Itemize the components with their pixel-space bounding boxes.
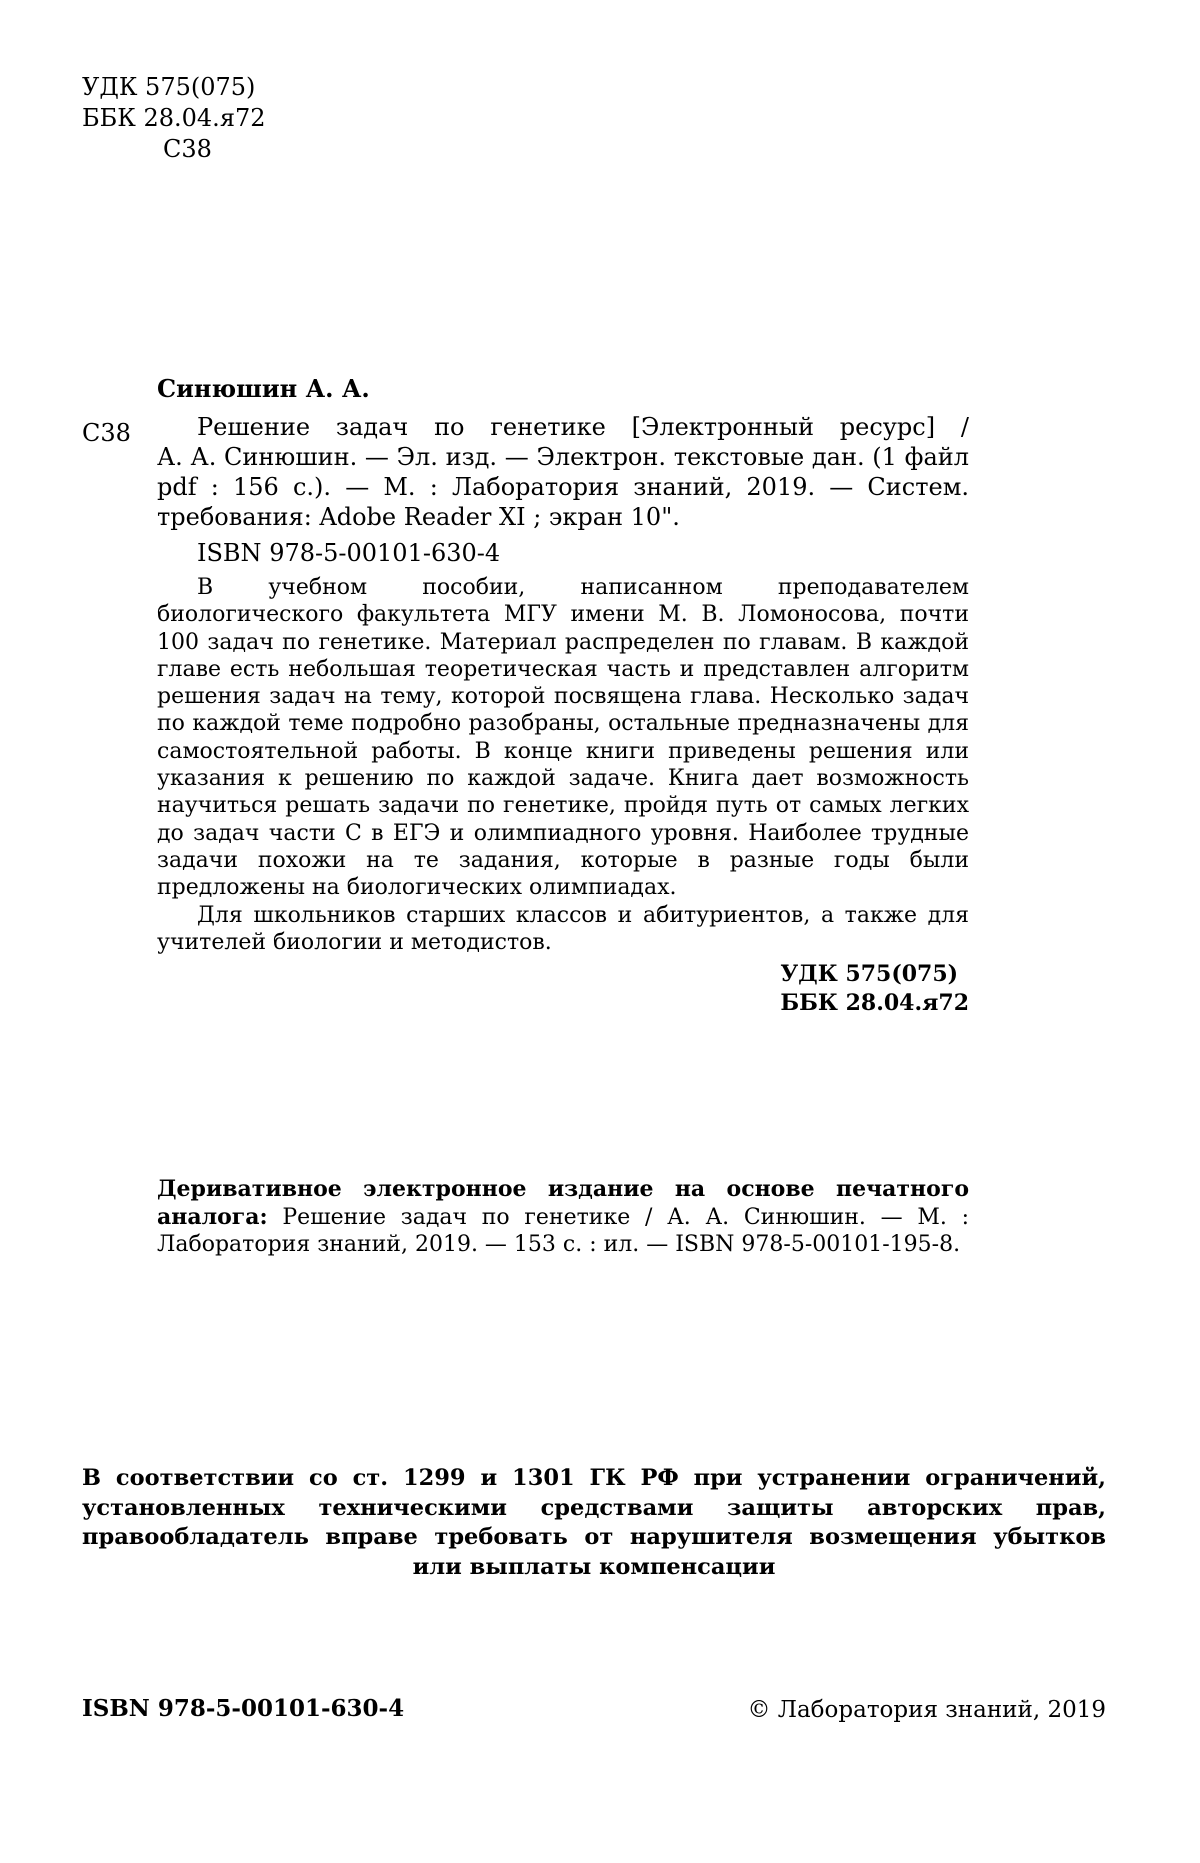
card-isbn: ISBN 978-5-00101-630-4 <box>197 539 501 567</box>
derivative-details: Решение задач по генетике / А. А. Синюшин. — М. : Лаборатория знаний, 2019. — 153 с. : ил. — ISBN 978-5-00101-195-8. <box>157 1204 969 1258</box>
legal-notice: В соответствии со ст. 1299 и 1301 ГК РФ при устранении ограничений, установленных техническими средствами защиты авторских прав, правообладатель вправе требовать от нарушителя возмещения убытков или выплаты компенсации <box>82 1465 1106 1580</box>
derivative-lead: Деривативное электронное издание на основе печатного аналога: <box>157 1176 969 1230</box>
entry-details: А. А. Синюшин. — Эл. изд. — Электрон. текстовые дан. (1 файл pdf : 156 с.). — М. : Лаборатория знаний, 2019. — Систем. требования: Adobe Reader XI ; экран 10". <box>157 443 969 531</box>
annotation-audience: Для школьников старших классов и абитуриентов, а также для учителей биологии и методистов. <box>157 902 969 955</box>
entry-title-line: Решение задач по генетике [Электронный ресурс] / <box>197 413 969 441</box>
card-udk-code: УДК 575(075) <box>780 961 959 988</box>
catalog-card <box>82 374 969 1018</box>
derivative-edition-note <box>157 1176 969 1259</box>
card-classification-codes <box>157 960 969 1018</box>
annotation <box>157 574 969 956</box>
card-author-mark: С38 <box>82 419 131 447</box>
udk-code: УДК 575(075) <box>82 73 256 101</box>
footer-copyright: © Лаборатория знаний, 2019 <box>747 1697 1106 1723</box>
author-mark: С38 <box>163 135 212 163</box>
card-bbk-code: ББК 28.04.я72 <box>780 990 969 1017</box>
footer-isbn: ISBN 978-5-00101-630-4 <box>82 1695 405 1722</box>
bbk-code: ББК 28.04.я72 <box>82 104 266 132</box>
bibliographic-entry <box>157 412 969 532</box>
top-classification-block <box>82 72 266 165</box>
annotation-paragraph: В учебном пособии, написанном преподавателем биологического факультета МГУ имени М. В. Ломоносова, почти 100 задач по генетике. Материал распределен по главам. В каждой главе есть небольшая теоретическая часть и представлен алгоритм решения задач на тему, которой посвящена глава. Несколько задач по каждой теме подробно разобраны, остальные предназначены для самостоятельной работы. В конце книги приведены решения или указания к решению по каждой задаче. Книга дает возможность научиться решать задачи по генетике, пройдя путь от самых легких до задач части С в ЕГЭ и олимпиадного уровня. Наиболее трудные задачи похожи на те задания, которые в разные годы были предложены на биологических олимпиадах. <box>157 575 969 901</box>
card-author: Синюшин А. А. <box>157 374 370 403</box>
